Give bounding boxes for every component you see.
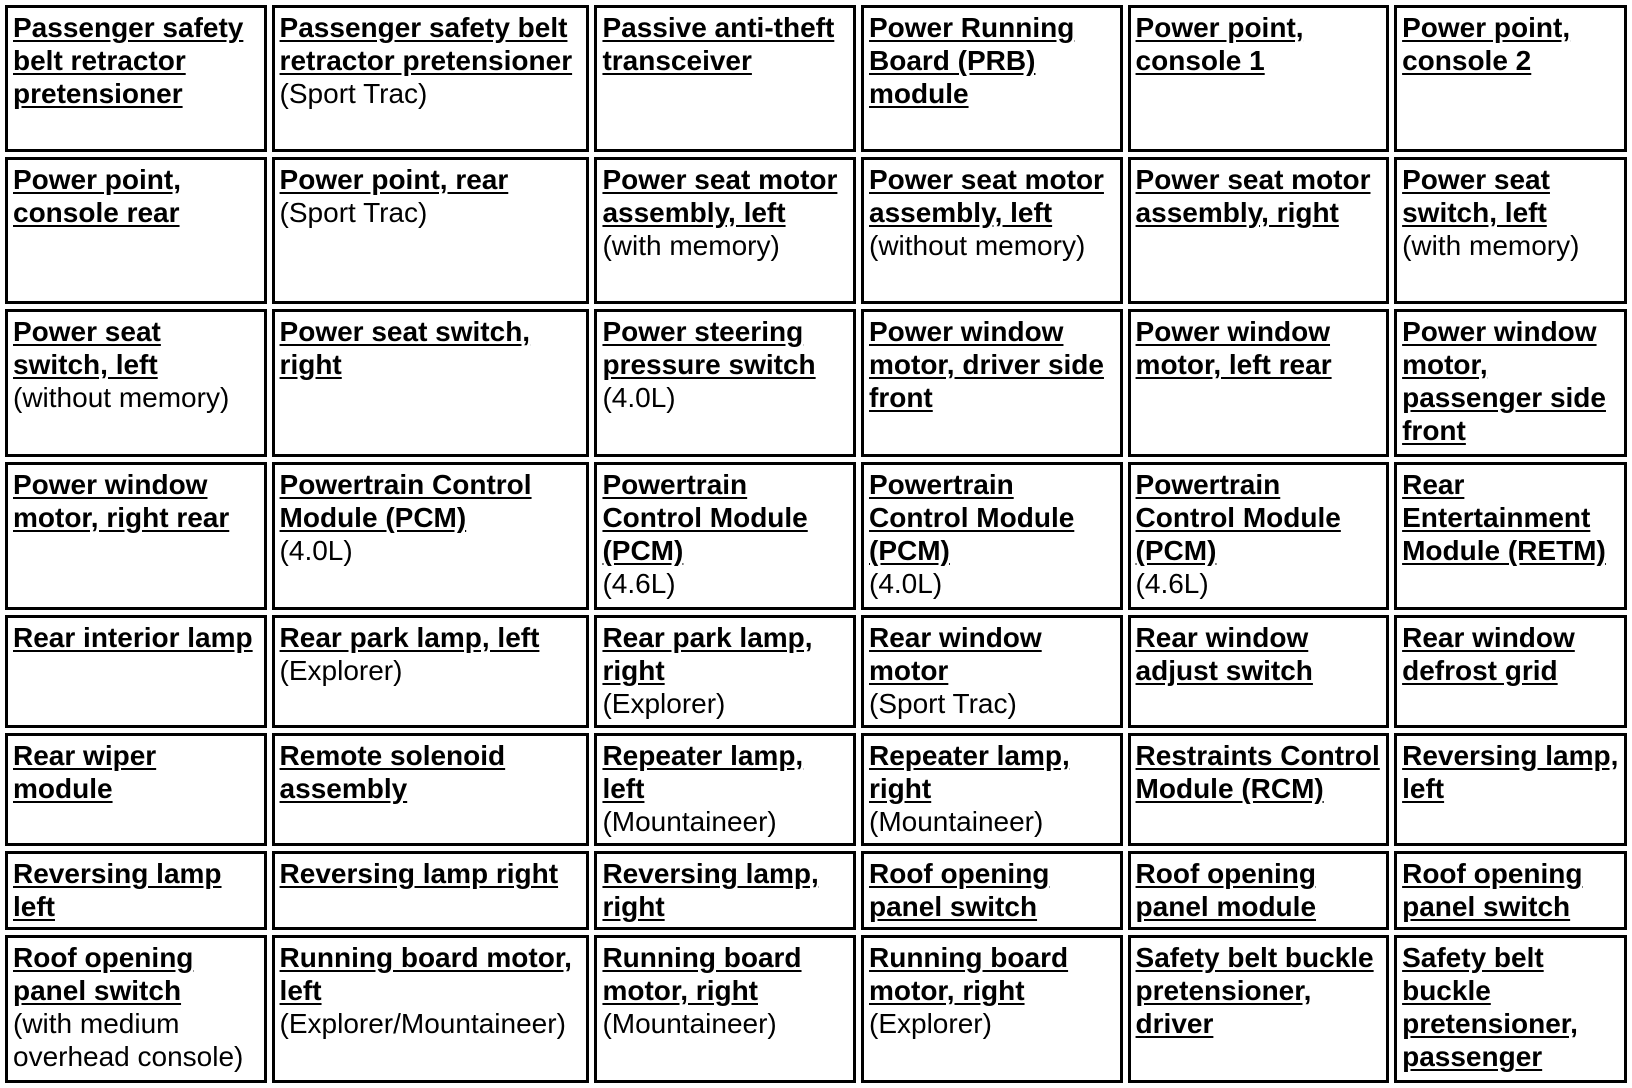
component-cell: [594, 462, 856, 610]
component-name-link[interactable]: Powertrain Control Module (PCM): [279, 468, 532, 533]
component-variant-note: (without memory): [869, 229, 1086, 261]
component-name-link[interactable]: Power window motor, driver side front: [869, 315, 1104, 413]
component-name-link[interactable]: Reversing lamp, right: [602, 858, 819, 923]
component-name-link[interactable]: Running board motor, right: [602, 941, 802, 1006]
component-variant-note: (Sport Trac): [279, 196, 428, 228]
component-name-link[interactable]: Rear interior lamp: [13, 621, 253, 653]
component-cell: [272, 615, 590, 728]
component-name-link[interactable]: Power seat motor assembly, left: [869, 163, 1104, 228]
component-variant-note: (with memory): [602, 229, 780, 261]
component-cell: [1394, 462, 1627, 610]
component-name-link[interactable]: Power window motor, left rear: [1135, 315, 1332, 380]
component-cell: [594, 5, 856, 152]
component-cell: [1128, 462, 1390, 610]
component-name-link[interactable]: Power seat switch, right: [279, 315, 531, 380]
component-variant-note: (Explorer): [869, 1007, 992, 1039]
component-name-link[interactable]: Power seat motor assembly, right: [1135, 163, 1371, 228]
component-name-link[interactable]: Safety belt buckle pretensioner, driver: [1135, 941, 1374, 1039]
component-name-link[interactable]: Power Running Board (PRB) module: [869, 12, 1075, 109]
component-cell: [272, 733, 590, 846]
component-name-link[interactable]: Power seat switch, left: [13, 315, 161, 380]
component-cell: [1128, 5, 1390, 152]
component-cell: [5, 309, 267, 457]
table-row: [5, 851, 1627, 930]
component-cell: [1128, 851, 1390, 930]
table-row: [5, 733, 1627, 846]
component-name-link[interactable]: Running board motor, left: [279, 941, 572, 1006]
component-variant-note: (4.0L): [279, 534, 353, 566]
component-variant-note: (without memory): [13, 381, 230, 413]
component-variant-note: (4.0L): [869, 567, 943, 599]
component-cell: [1394, 5, 1627, 152]
component-name-link[interactable]: Roof opening panel switch: [869, 858, 1050, 923]
component-cell: [1128, 615, 1390, 728]
component-name-link[interactable]: Powertrain Control Module (PCM): [1135, 468, 1341, 566]
component-name-link[interactable]: Powertrain Control Module (PCM): [602, 468, 808, 566]
component-name-link[interactable]: Rear Entertainment Module (RETM): [1402, 468, 1606, 566]
component-name-link[interactable]: Repeater lamp, left: [602, 739, 804, 804]
component-cell: [861, 157, 1123, 304]
component-name-link[interactable]: Rear window adjust switch: [1135, 621, 1313, 686]
component-name-link[interactable]: Reversing lamp right: [279, 858, 559, 890]
component-name-link[interactable]: Reversing lamp left: [13, 858, 222, 923]
component-variant-note: (with medium overhead console): [13, 1007, 244, 1072]
table-row: [5, 935, 1627, 1083]
component-cell: [1394, 615, 1627, 728]
component-cell: [5, 615, 267, 728]
component-variant-note: (Mountaineer): [869, 805, 1044, 837]
component-cell: [5, 851, 267, 930]
table-row: [5, 615, 1627, 728]
component-table-body: [5, 5, 1627, 1083]
component-name-link[interactable]: Power point, console 2: [1402, 12, 1571, 76]
component-name-link[interactable]: Rear window motor: [869, 621, 1042, 686]
component-name-link[interactable]: Power point, rear: [279, 163, 509, 195]
component-cell: [594, 733, 856, 846]
component-name-link[interactable]: Rear wiper module: [13, 739, 157, 804]
component-name-link[interactable]: Power point, console rear: [13, 163, 181, 228]
component-variant-note: (Explorer): [602, 687, 726, 719]
component-name-link[interactable]: Rear park lamp, left: [279, 621, 540, 653]
component-cell: [1128, 309, 1390, 457]
component-name-link[interactable]: Safety belt buckle pretensioner, passenger: [1402, 941, 1578, 1072]
component-cell: [5, 462, 267, 610]
component-variant-note: (4.0L): [602, 381, 676, 413]
component-cell: [861, 935, 1123, 1083]
component-cell: [5, 733, 267, 846]
component-name-link[interactable]: Rear park lamp, right: [602, 621, 813, 686]
component-cell: [861, 462, 1123, 610]
component-variant-note: (Sport Trac): [279, 78, 428, 109]
component-cell: [861, 5, 1123, 152]
component-cell: [594, 615, 856, 728]
component-name-link[interactable]: Passive anti-theft transceiver: [602, 12, 835, 76]
component-cell: [861, 309, 1123, 457]
table-row: [5, 462, 1627, 610]
component-cell: [5, 157, 267, 304]
component-name-link[interactable]: Restraints Control Module (RCM): [1135, 739, 1380, 804]
component-variant-note: (4.6L): [602, 567, 676, 599]
component-name-link[interactable]: Roof opening panel switch: [1402, 858, 1583, 923]
component-name-link[interactable]: Power steering pressure switch: [602, 315, 816, 380]
component-cell: [272, 851, 590, 930]
component-variant-note: (Explorer): [279, 654, 403, 686]
component-cell: [272, 309, 590, 457]
component-cell: [1394, 157, 1627, 304]
component-cell: [1394, 935, 1627, 1083]
component-name-link[interactable]: Roof opening panel switch: [13, 941, 194, 1006]
component-name-link[interactable]: Powertrain Control Module (PCM): [869, 468, 1075, 566]
component-name-link[interactable]: Power window motor, passenger side front: [1402, 315, 1606, 446]
component-variant-note: (4.6L): [1135, 567, 1209, 599]
component-cell: [272, 5, 590, 152]
component-cell: [861, 851, 1123, 930]
component-variant-note: (Mountaineer): [602, 805, 777, 837]
component-cell: [594, 157, 856, 304]
component-name-link[interactable]: Repeater lamp, right: [869, 739, 1070, 804]
component-name-link[interactable]: Power point, console 1: [1135, 12, 1304, 76]
component-cell: [5, 935, 267, 1083]
component-name-link[interactable]: Power seat switch, left: [1402, 163, 1550, 228]
component-name-link[interactable]: Running board motor, right: [869, 941, 1069, 1006]
component-cell: [861, 733, 1123, 846]
component-name-link[interactable]: Rear window defrost grid: [1402, 621, 1575, 686]
component-cell: [272, 157, 590, 304]
component-name-link[interactable]: Power seat motor assembly, left: [602, 163, 838, 228]
component-cell: [272, 935, 590, 1083]
component-name-link[interactable]: Reversing lamp, left: [1402, 739, 1619, 804]
component-cell: [272, 462, 590, 610]
component-name-link[interactable]: Roof opening panel module: [1135, 858, 1317, 923]
component-cell: [1394, 733, 1627, 846]
component-cell: [594, 851, 856, 930]
component-cell: [1128, 935, 1390, 1083]
component-cell: [1128, 157, 1390, 304]
component-name-link[interactable]: Passenger safety belt retractor pretensioner: [279, 12, 573, 76]
component-name-link[interactable]: Remote solenoid assembly: [279, 739, 506, 804]
component-cell: [1128, 733, 1390, 846]
table-row: [5, 309, 1627, 457]
component-cell: [594, 935, 856, 1083]
table-row: [5, 5, 1627, 152]
component-variant-note: (Explorer/Mountaineer): [279, 1007, 566, 1039]
component-variant-note: (Sport Trac): [869, 687, 1017, 719]
table-row: [5, 157, 1627, 304]
component-cell: [1394, 851, 1627, 930]
component-cell: [1394, 309, 1627, 457]
component-cell: [594, 309, 856, 457]
component-cell: [5, 5, 267, 152]
component-variant-note: (Mountaineer): [602, 1007, 777, 1039]
component-cell: [861, 615, 1123, 728]
component-name-link[interactable]: Passenger safety belt retractor pretensioner: [13, 12, 244, 109]
component-variant-note: (with memory): [1402, 229, 1580, 261]
component-name-link[interactable]: Power window motor, right rear: [13, 468, 230, 533]
